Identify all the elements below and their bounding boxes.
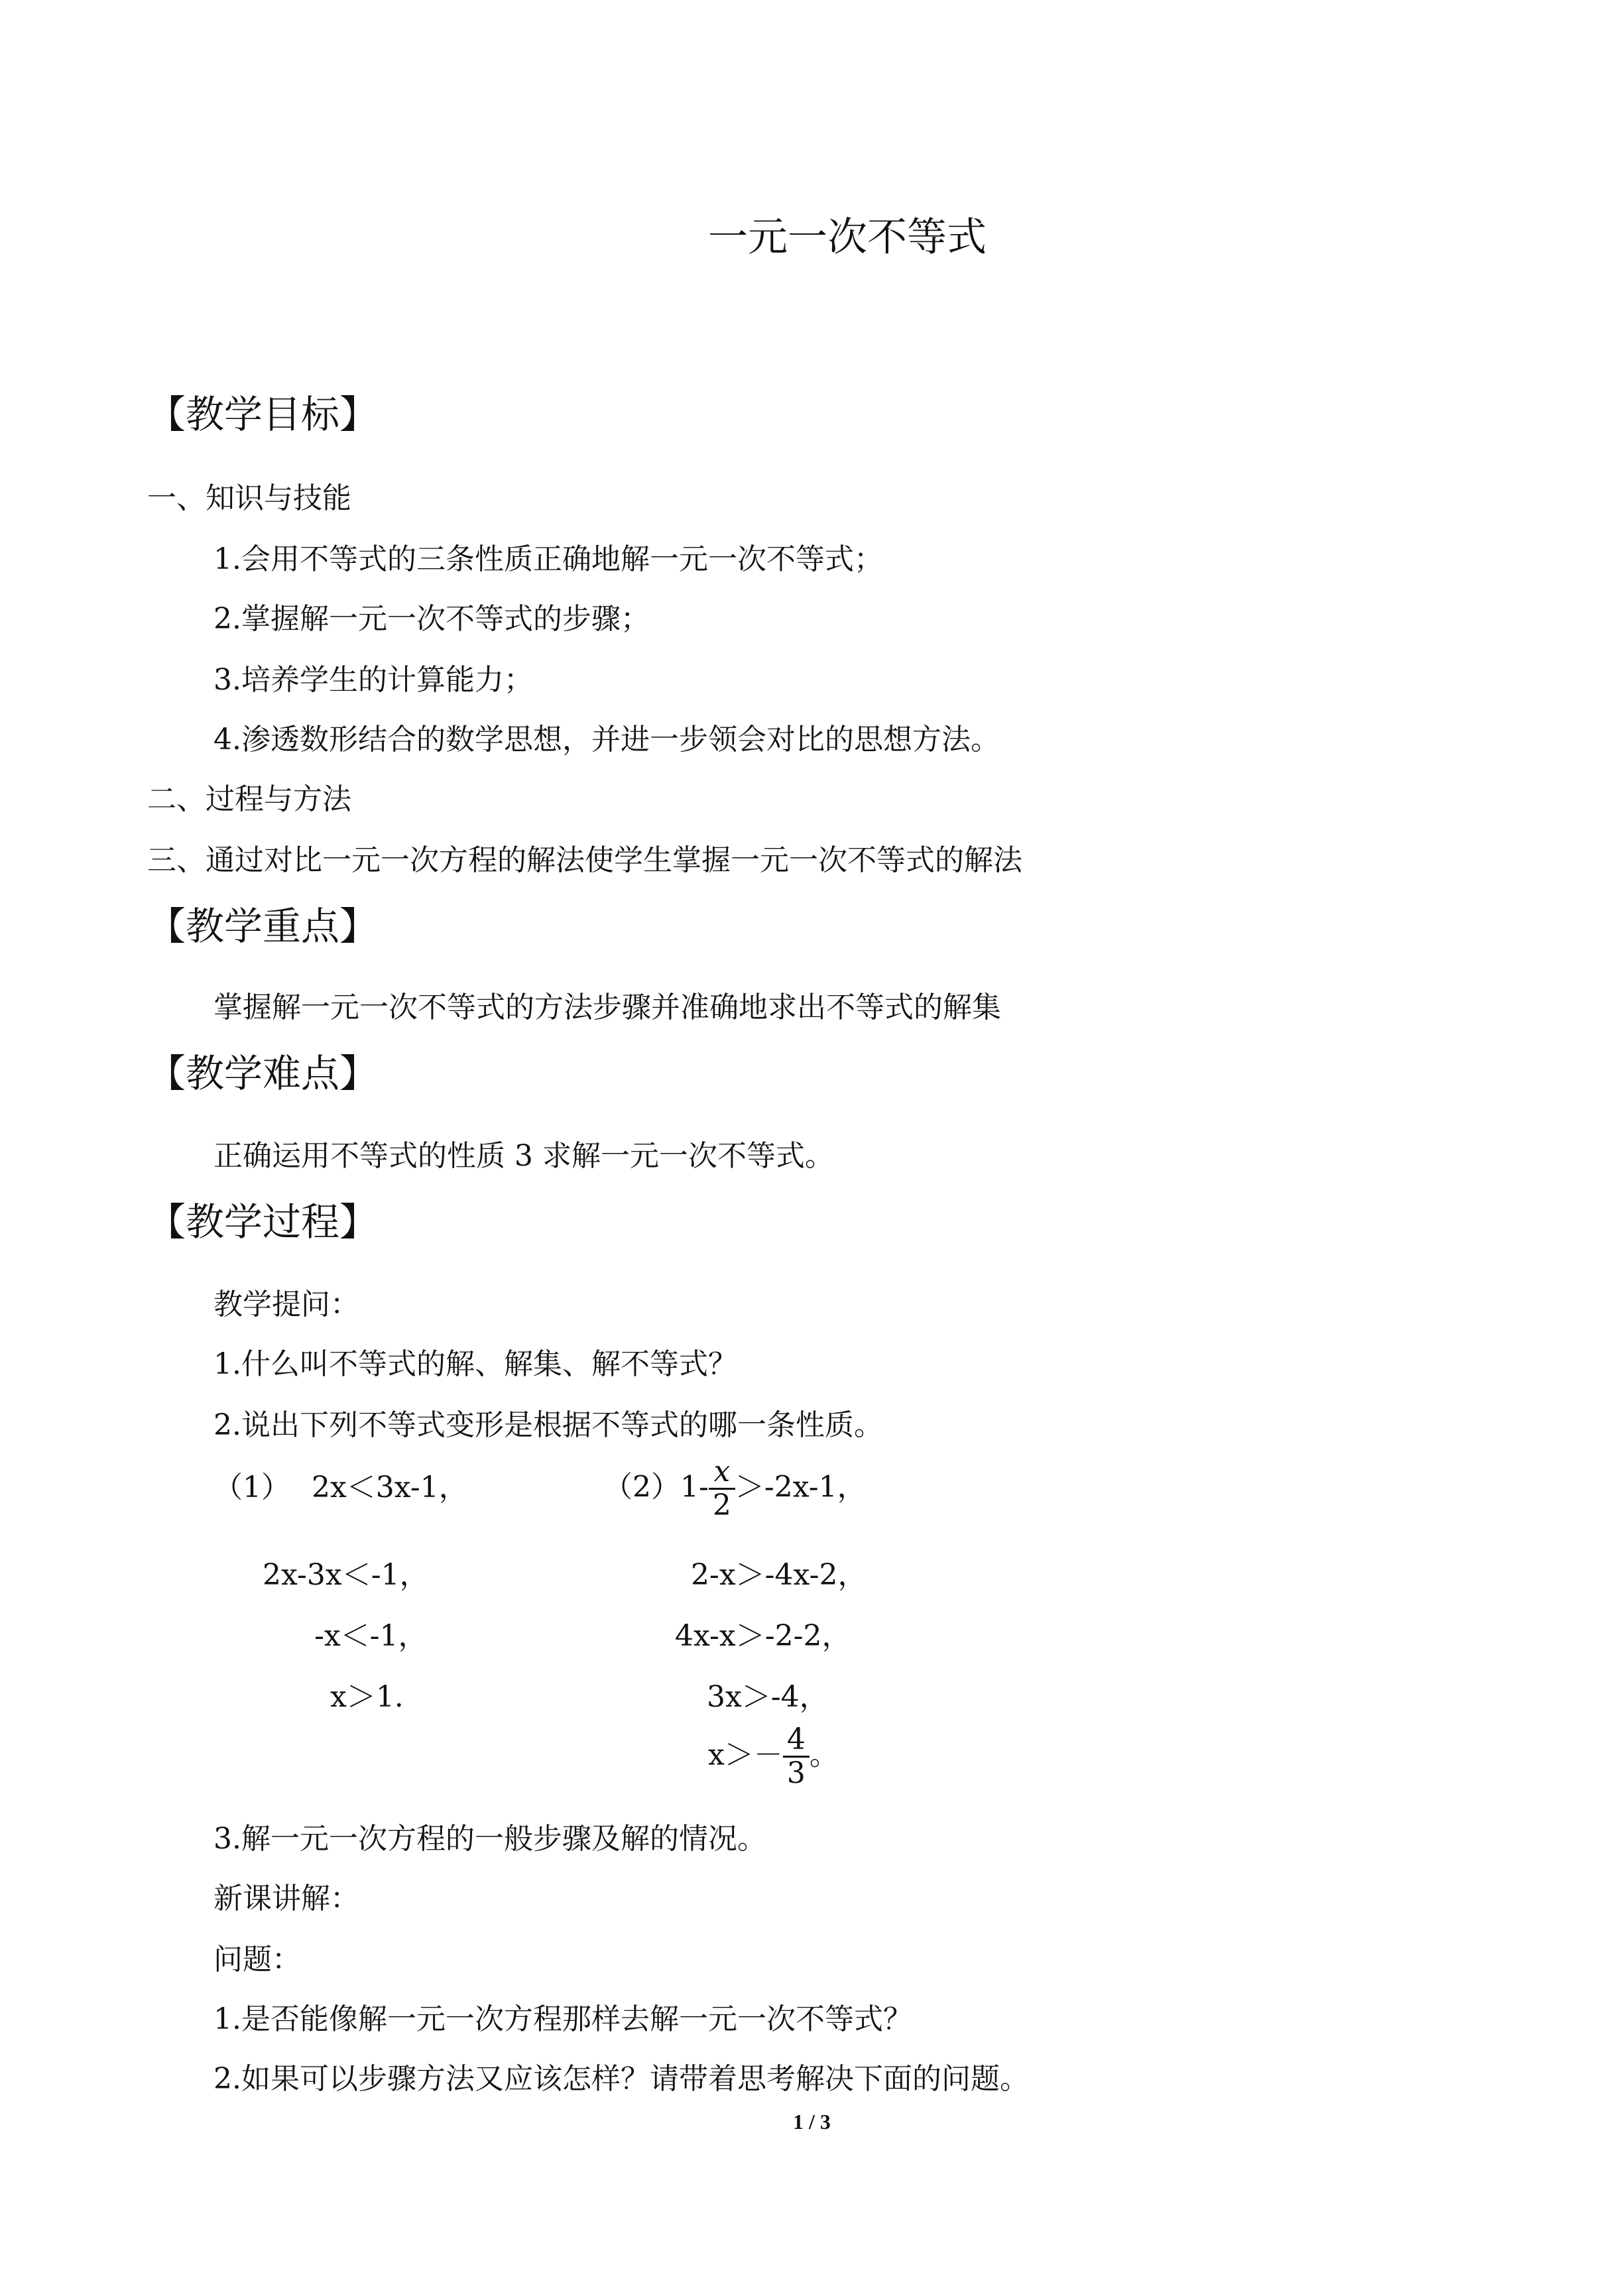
fraction-denominator: 2	[712, 1488, 731, 1523]
subheading-process-method: 二、过程与方法	[147, 782, 351, 816]
problem-label: 问题：	[213, 1943, 301, 1976]
question-3: 3.解一元一次方程的一般步骤及解的情况。	[213, 1822, 766, 1856]
example-2-line-5-prefix: x＞－	[708, 1738, 783, 1772]
question-2: 2.说出下列不等式变形是根据不等式的哪一条性质。	[213, 1408, 883, 1442]
objective-item-3: 3.培养学生的计算能力；	[213, 663, 533, 697]
example-2-line-3: 4x-x＞-2-2，	[675, 1619, 851, 1653]
objective-item-1: 1.会用不等式的三条性质正确地解一元一次不等式；	[213, 542, 883, 576]
example-1-line-3: -x＜-1，	[314, 1619, 428, 1653]
example-2-line-5	[708, 1724, 839, 1790]
subheading-knowledge-skills: 一、知识与技能	[147, 481, 351, 515]
example-2-line-1-prefix: 1-	[680, 1470, 709, 1504]
teaching-questions-label: 教学提问：	[213, 1288, 359, 1321]
fraction-numerator: x	[709, 1456, 735, 1490]
fraction-4-over-3	[783, 1724, 810, 1790]
objective-item-4: 4.渗透数形结合的数学思想，并进一步领会对比的思想方法。	[213, 723, 1000, 756]
fraction-numerator: 4	[783, 1724, 810, 1758]
section-heading-objectives: 【教学目标】	[147, 392, 379, 437]
objective-item-2: 2.掌握解一元一次不等式的步骤；	[213, 602, 650, 636]
question-1: 1.什么叫不等式的解、解集、解不等式？	[213, 1347, 737, 1381]
fraction-x-over-2	[709, 1456, 735, 1522]
example-2-line-1	[603, 1456, 867, 1522]
page-title: 一元一次不等式	[708, 214, 987, 261]
example-2-line-4: 3x＞-4，	[707, 1680, 829, 1714]
example-1-label: （1）	[213, 1471, 290, 1504]
example-2-line-5-suffix: 。	[809, 1738, 839, 1772]
section-heading-process: 【教学过程】	[147, 1199, 379, 1244]
page-number: 1 / 3	[793, 2110, 831, 2134]
new-lesson-label: 新课讲解：	[213, 1882, 359, 1915]
subheading-comparison: 三、通过对比一元一次方程的解法使学生掌握一元一次不等式的解法	[147, 843, 1022, 877]
example-1-line-2: 2x-3x＜-1，	[263, 1558, 429, 1592]
section-heading-key-points: 【教学重点】	[147, 904, 379, 949]
problem-1: 1.是否能像解一元一次方程那样去解一元一次不等式？	[213, 2002, 912, 2036]
example-1-line-1: 2x＜3x-1，	[312, 1471, 468, 1504]
difficulties-text: 正确运用不等式的性质 3 求解一元一次不等式。	[213, 1139, 834, 1173]
example-2-line-1-suffix: ＞-2x-1，	[735, 1470, 867, 1504]
key-points-text: 掌握解一元一次不等式的方法步骤并准确地求出不等式的解集	[213, 991, 1001, 1024]
fraction-denominator: 3	[786, 1756, 806, 1791]
example-2-line-2: 2-x＞-4x-2，	[691, 1558, 867, 1592]
example-1-line-4: x＞1.	[330, 1680, 404, 1714]
problem-2: 2.如果可以步骤方法又应该怎样？请带着思考解决下面的问题。	[213, 2062, 1029, 2096]
section-heading-difficulties: 【教学难点】	[147, 1051, 379, 1096]
example-2-label: （2）	[603, 1470, 680, 1504]
